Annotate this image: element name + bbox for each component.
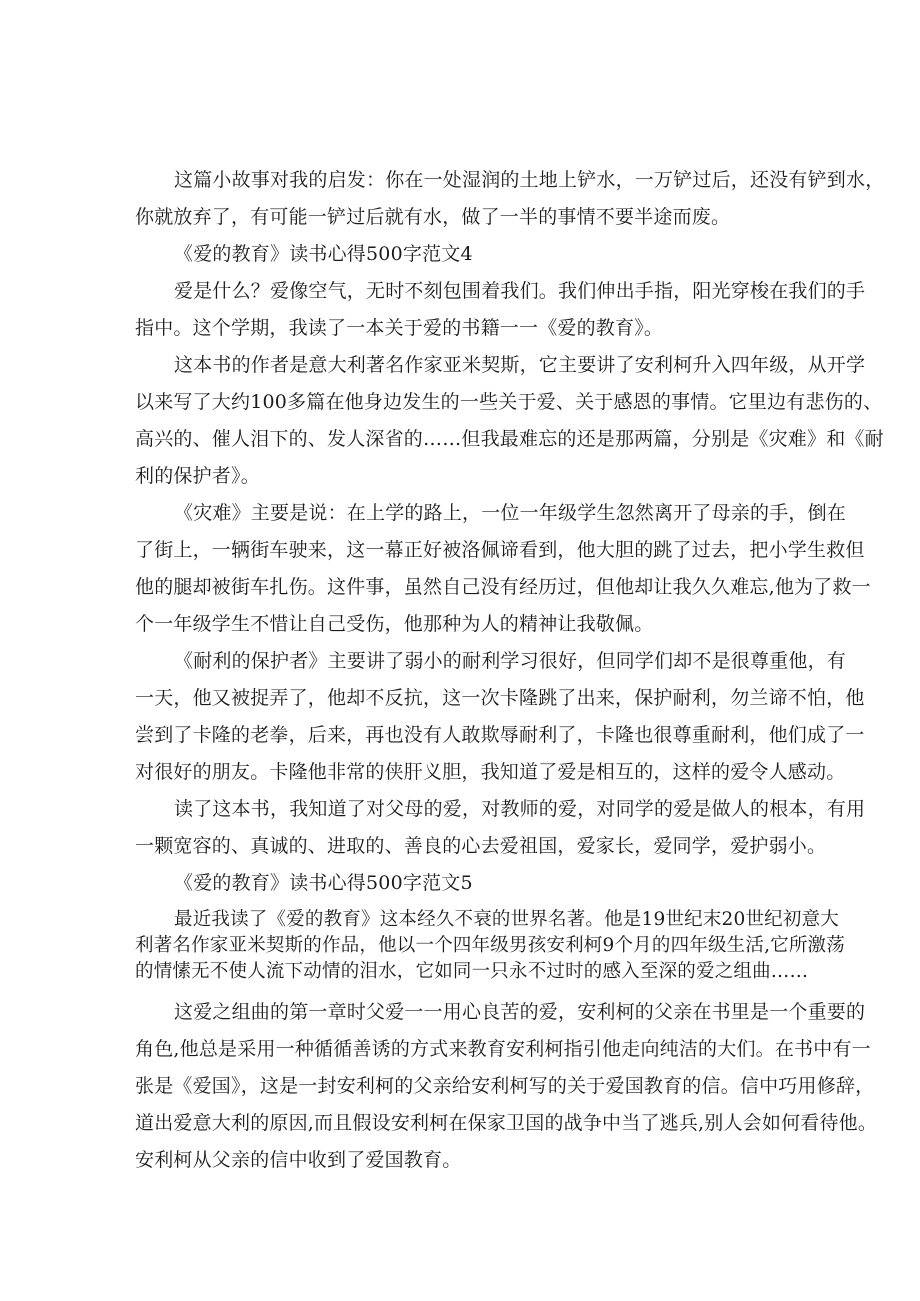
text-line: 这本书的作者是意大利著名作家亚米契斯，它主要讲了安利柯升入四年级，从开学 — [174, 354, 866, 376]
text-line: 利的保护者》。 — [135, 465, 260, 487]
text-line: 《灾难》主要是说：在上学的路上，一位一年级学生忽然离开了母亲的手，倒在 — [174, 502, 847, 524]
text-line: 以来写了大约100多篇在他身边发生的一些关于爱、关于感恩的事情。它里边有悲伤的、 — [135, 391, 883, 413]
text-line: 最近我读了《爱的教育》这本经久不衰的世界名著。他是19世纪末20世纪初意大 — [174, 909, 839, 930]
section-heading: 《爱的教育》读书心得500字范文4 — [174, 243, 473, 265]
text-line: 了街上，一辆街车驶来，这一幕正好被洛佩谛看到，他大胆的跳了过去，把小学生救但 — [135, 539, 865, 561]
text-line: 这爱之组曲的第一章时父爱一一用心良苦的爱，安利柯的父亲在书里是一个重要的 — [174, 1001, 866, 1023]
text-line: 高兴的、催人泪下的、发人深省的……但我最难忘的还是那两篇，分别是《灾难》和《耐 — [135, 428, 884, 450]
section-heading: 《爱的教育》读书心得500字范文5 — [174, 872, 473, 894]
text-line: 爱是什么？爱像空气，无时不刻包围着我们。我们伸出手指，阳光穿梭在我们的手 — [174, 280, 866, 302]
text-line: 道出爱意大利的原因,而且假设安利柯在保家卫国的战争中当了逃兵,别人会如何看待他。 — [135, 1112, 878, 1134]
text-line: 读了这本书，我知道了对父母的爱，对教师的爱，对同学的爱是做人的根本，有用 — [174, 798, 866, 820]
text-line: 《耐利的保护者》主要讲了弱小的耐利学习很好，但同学们却不是很尊重他，有 — [174, 650, 847, 672]
text-line: 尝到了卡隆的老拳，后来，再也没有人敢欺辱耐利了，卡隆也很尊重耐利，他们成了一 — [135, 724, 865, 746]
text-line: 一颗宽容的、真诚的、进取的、善良的心去爱祖国，爱家长，爱同学，爱护弱小。 — [135, 835, 827, 857]
text-line: 角色,他总是采用一种循循善诱的方式来教育安利柯指引他走向纯洁的大们。在书中有一 — [135, 1038, 871, 1060]
text-line: 他的腿却被街车扎伤。这件事，虽然自己没有经历过，但他却让我久久难忘,他为了救一 — [135, 576, 871, 598]
text-line: 一天，他又被捉弄了，他却不反抗，这一次卡隆跳了出来，保护耐利，勿兰谛不怕，他 — [135, 687, 865, 709]
text-line: 对很好的朋友。卡隆他非常的侠肝义胆，我知道了爱是相互的，这样的爱令人感动。 — [135, 761, 846, 783]
text-line: 这篇小故事对我的启发：你在一处湿润的土地上铲水，一万铲过后，还没有铲到水， — [174, 169, 885, 191]
text-line: 个一年级学生不惜让自己受伤，他那种为人的精神让我敬佩。 — [135, 613, 654, 635]
text-line: 利著名作家亚米契斯的作品，他以一个四年级男孩安利柯9个月的四年级生活,它所激荡 — [135, 935, 845, 956]
text-line: 安利柯从父亲的信中收到了爱国教育。 — [135, 1149, 462, 1171]
text-line: 的情愫无不使人流下动情的泪水，它如同一只永不过时的感入至深的爱之组曲…… — [135, 961, 809, 982]
text-line: 指中。这个学期，我读了一本关于爱的书籍一一《爱的教育》。 — [135, 317, 664, 339]
text-line: 张是《爱国》，这是一封安利柯的父亲给安利柯写的关于爱国教育的信。信中巧用修辞， — [135, 1075, 875, 1097]
text-line: 你就放弃了，有可能一铲过后就有水，做了一半的事情不要半途而废。 — [135, 206, 731, 228]
